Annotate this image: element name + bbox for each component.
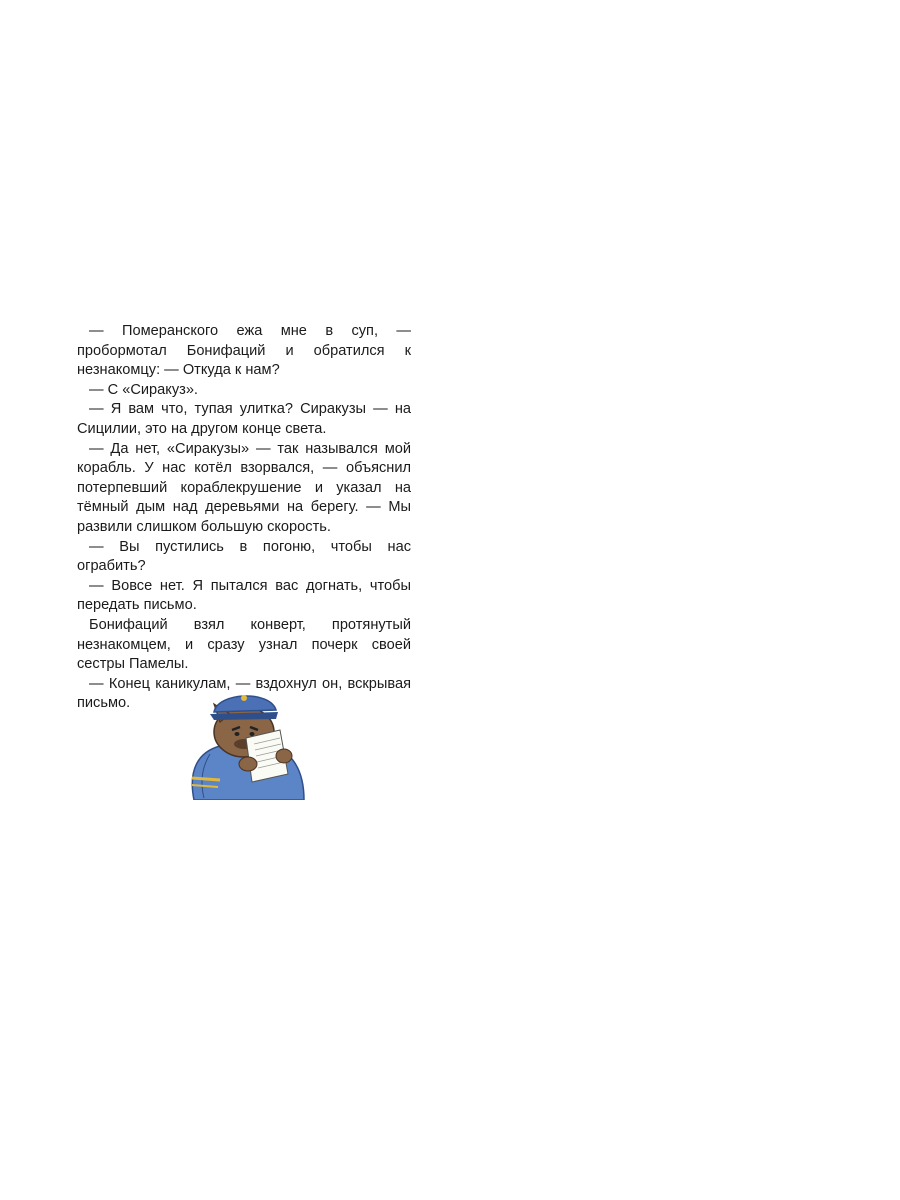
paragraph: — Да нет, «Сиракузы» — так назывался мой корабль. У нас котёл взорвался, — объяснил потерпевший кораблекрушение и указал на тёмный дым над деревьями на берегу. — Мы развили слишком большую скорость. [77, 440, 411, 535]
paragraph: Бонифаций взял конверт, протянутый незнакомцем, и сразу узнал почерк своей сестры Памелы. [77, 616, 411, 673]
paragraph: — Вовсе нет. Я пытался вас догнать, чтобы передать письмо. [77, 577, 411, 614]
captain-reading-letter-illustration [180, 682, 310, 800]
paragraph: — Конец каникулам, — вздохнул он, вскрывая письмо. [77, 675, 411, 712]
right-page [450, 0, 900, 1200]
paragraph: — С «Сиракуз». [89, 381, 198, 398]
paragraph: — Вы пустились в погоню, чтобы нас ограбить? [77, 538, 411, 575]
paragraph: — Померанского ежа мне в суп, — пробормотал Бонифаций и обратился к незнакомцу: — Откуда к нам? [77, 323, 411, 379]
paragraph: — Я вам что, тупая улитка? Сиракузы — на Сицилии, это на другом конце света. [77, 401, 411, 437]
left-page-text [77, 322, 411, 714]
